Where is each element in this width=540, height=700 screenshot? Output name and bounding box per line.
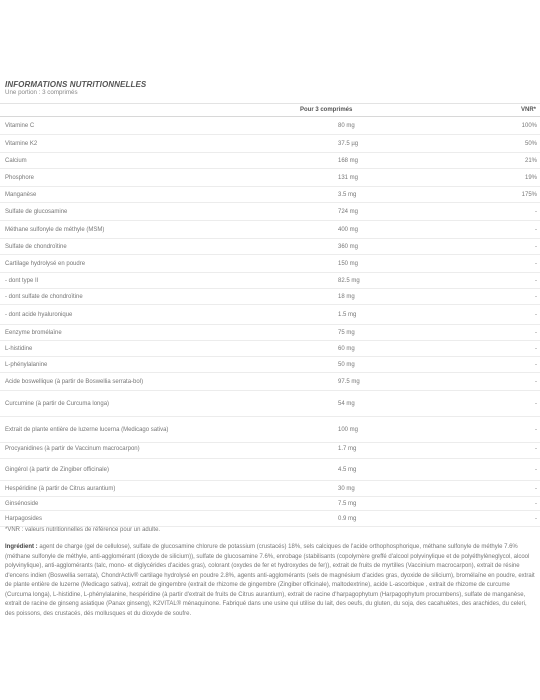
table-row: [0, 325, 540, 341]
table-row: [0, 255, 540, 273]
nutrient-amount: 1.7 mg: [338, 445, 357, 452]
table-row: [0, 305, 540, 325]
table-row: [0, 135, 540, 153]
table-row: [0, 221, 540, 239]
nutrient-name: Vitamine K2: [5, 140, 38, 147]
nutrient-amount: 400 mg: [338, 226, 359, 233]
nutrient-name: Méthane sulfonyle de méthyle (MSM): [5, 226, 105, 233]
section-title: INFORMATIONS NUTRITIONNELLES: [5, 80, 147, 89]
nutrient-vnr: -: [535, 311, 537, 318]
column-header-amount: Pour 3 comprimés: [300, 107, 353, 113]
nutrient-amount: 150 mg: [338, 260, 359, 267]
nutrient-amount: 0.9 mg: [338, 515, 357, 522]
nutrient-amount: 75 mg: [338, 329, 355, 336]
nutrient-amount: 3.5 mg: [338, 191, 357, 198]
nutrient-amount: 1.5 mg: [338, 311, 357, 318]
portion-subtitle: Une portion : 3 comprimés: [5, 89, 78, 96]
nutrient-name: Sulfate de chondroïtine: [5, 243, 67, 250]
ingredients-label: Ingrédient :: [5, 544, 38, 550]
nutrient-name: Hespéridine (à partir de Citrus aurantium): [5, 485, 116, 492]
nutrient-name: Extrait de plante entière de luzerne lucerna (Medicago sativa): [5, 426, 169, 433]
nutrient-name: - dont acide hyaluronique: [5, 311, 73, 318]
nutrient-name: - dont type II: [5, 277, 39, 284]
nutrient-vnr: -: [535, 243, 537, 250]
nutrient-amount: 80 mg: [338, 122, 355, 129]
nutrient-vnr: -: [535, 208, 537, 215]
table-row: [0, 239, 540, 255]
nutrient-vnr: 100%: [521, 122, 537, 129]
table-row: [0, 153, 540, 169]
nutrient-amount: 50 mg: [338, 361, 355, 368]
column-header-vnr: VNR*: [520, 107, 536, 113]
nutrient-vnr: 19%: [524, 174, 537, 181]
nutrient-name: Phosphore: [5, 174, 35, 181]
nutrient-amount: 4.5 mg: [338, 466, 357, 473]
nutrient-amount: 7.5 mg: [338, 500, 357, 507]
nutrient-amount: 724 mg: [338, 208, 359, 215]
nutrient-vnr: -: [535, 445, 537, 452]
nutrient-amount: 97.5 mg: [338, 378, 360, 385]
nutrient-vnr: -: [535, 277, 537, 284]
nutrient-vnr: -: [535, 426, 537, 433]
nutrient-name: Harpagosides: [5, 515, 43, 522]
ingredients-paragraph: [5, 543, 535, 619]
table-row: [0, 187, 540, 203]
table-row: [0, 459, 540, 481]
nutrient-name: Procyanidines (à partir de Vaccinum macrocarpon): [5, 445, 140, 452]
nutrient-amount: 100 mg: [338, 426, 359, 433]
nutrient-vnr: -: [535, 345, 537, 352]
nutrient-amount: 60 mg: [338, 345, 355, 352]
nutrient-name: Curcumine (à partir de Curcuma longa): [5, 400, 110, 407]
nutrient-amount: 54 mg: [338, 400, 355, 407]
nutrient-name: Manganèse: [5, 191, 37, 198]
nutrient-vnr: -: [535, 515, 537, 522]
nutrient-amount: 82.5 mg: [338, 277, 360, 284]
table-row: [0, 289, 540, 305]
table-row: [0, 373, 540, 391]
nutrient-vnr: -: [535, 466, 537, 473]
nutrient-vnr: -: [535, 378, 537, 385]
nutrient-vnr: -: [535, 500, 537, 507]
table-row: [0, 497, 540, 511]
nutrient-name: L-phénylalanine: [5, 361, 48, 368]
nutrient-amount: 360 mg: [338, 243, 359, 250]
nutrient-vnr: 175%: [521, 191, 537, 198]
vnr-footnote: *VNR : valeurs nutritionnelles de référence pour un adulte.: [5, 527, 161, 533]
nutrient-vnr: -: [535, 361, 537, 368]
nutrient-name: Ginsénoside: [5, 500, 39, 507]
nutrient-name: Sulfate de glucosamine: [5, 208, 68, 215]
nutrient-amount: 168 mg: [338, 157, 359, 164]
nutrient-name: Acide boswellique (à partir de Boswellia serrata-bol): [5, 378, 144, 385]
table-row: [0, 481, 540, 497]
nutrient-name: - dont sulfate de chondroïtine: [5, 293, 83, 300]
table-row: [0, 169, 540, 187]
ingredients-text: agent de charge (gel de cellulose), sulfate de glucosamine chlorure de potassium (crustacés) 18%, sels calciques de l'acide orthophosphorique, méthane sulfonyle de méthyle 7.6% (méthane sulfonyle de méthyle, anti-agglomérant (dioxyde de silicium)), sulfate de glucosamine 7.6%, enrobage (stabilisants (copolymère greffé d'alcool polyvinylique et de polyéthylèneglycol, alcool polyvinylique), anti-agglomérants (talc, mono- et diglycérides d'acides gras), colorant (oxydes de fer et hydroxydes de fer)), extrait de fruits de myrtilles (Vaccinium macrocarpon), extrait de résine d'encens indien (Boswellia serrata), ChondrActiv® cartilage hydrolysé en poudre 2.8%, agents anti-agglomérants (sels de magnésium d'acides gras, dyoxide de silicium), bromélaïne en poudre, extrait de plante entière de luzerne (Medicago sativa), extrait de gingembre (extrait de rhizome de gingembre (Zingiber officinale), maltodextrine), acide L-ascorbique , extrait de rhizome de curcume (Curcuma longa), L-histidine, L-phénylalanine, hespéridine (à partir d'extrait de fruits de Citrus aurantium), extrait de racine d'harpagophytum (Harpagophytum procumbens), sulfate de manganèse, extrait de racine de ginseng asiatique (Panax ginseng), K2VITAL® ménaquinone. Fabriqué dans une usine qui utilise du lait, des oeufs, du gluten, du soja, des cacahuètes, des arachides, du celeri, des poissons, des crustacés, dés mollusques et du dioxyde de soufre.: [5, 544, 535, 617]
nutrient-name: Cartilage hydrolysé en poudre: [5, 260, 86, 267]
table-header: [0, 103, 540, 117]
table-row: [0, 203, 540, 221]
nutrient-vnr: -: [535, 293, 537, 300]
nutrient-vnr: -: [535, 485, 537, 492]
nutrient-vnr: -: [535, 226, 537, 233]
nutrient-vnr: 21%: [524, 157, 537, 164]
table-row: [0, 439, 540, 459]
nutrient-vnr: -: [535, 329, 537, 336]
table-row: [0, 341, 540, 357]
table-row: [0, 117, 540, 135]
nutrient-name: Gingérol (à partir de Zingiber officinale): [5, 466, 109, 473]
nutrient-amount: 18 mg: [338, 293, 355, 300]
nutrient-amount: 30 mg: [338, 485, 355, 492]
nutrient-name: L-histidine: [5, 345, 33, 352]
nutrient-amount: 37.5 µg: [338, 140, 359, 147]
nutrient-vnr: -: [535, 260, 537, 267]
nutrient-vnr: 50%: [524, 140, 537, 147]
table-row: [0, 391, 540, 417]
table-row: [0, 357, 540, 373]
nutrient-name: Eenzyme bromélaïne: [5, 329, 62, 336]
nutrient-name: Vitamine C: [5, 122, 35, 129]
table-row: [0, 511, 540, 527]
nutrient-name: Calcium: [5, 157, 27, 164]
nutrient-vnr: -: [535, 400, 537, 407]
table-row: [0, 273, 540, 289]
nutrient-amount: 131 mg: [338, 174, 359, 181]
